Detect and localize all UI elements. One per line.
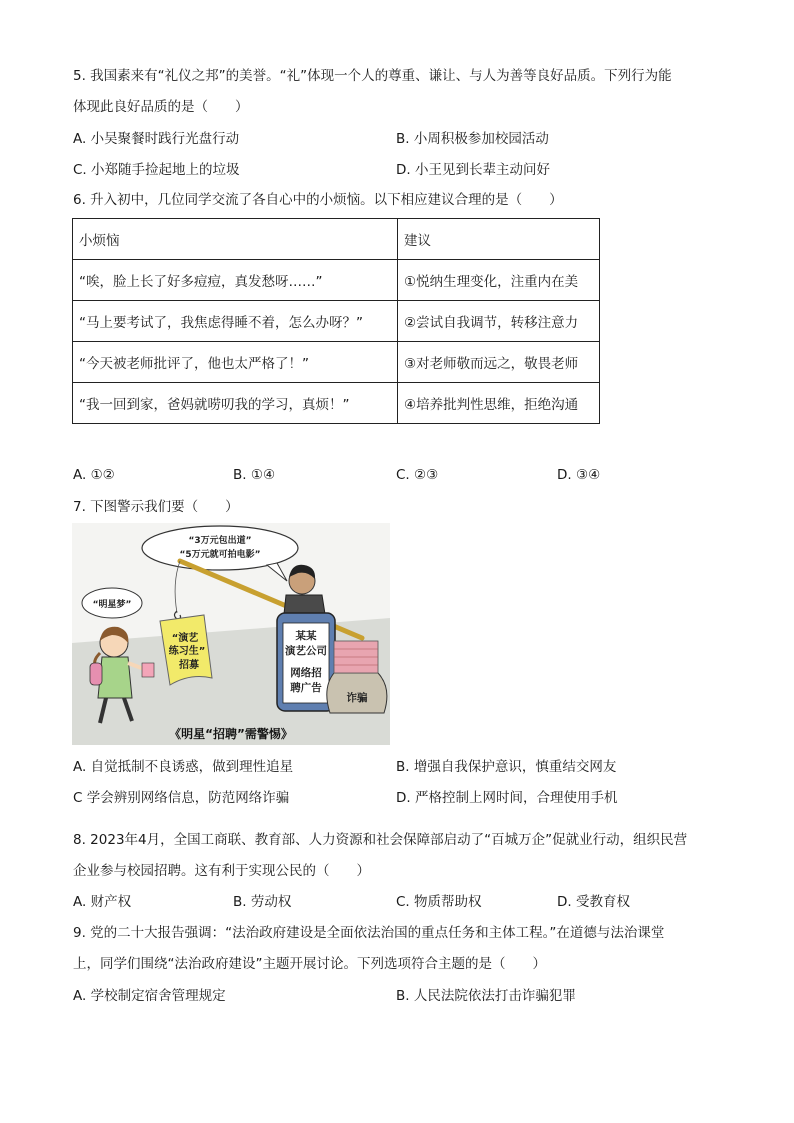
q7-option-d: D. 严格控制上网时间，合理使用手机 bbox=[396, 790, 618, 806]
bait-text-1: “演艺 bbox=[171, 633, 199, 644]
q8-option-c: C. 物质帮助权 bbox=[396, 894, 482, 910]
q9-option-b: B. 人民法院依法打击诈骗犯罪 bbox=[396, 988, 576, 1004]
table-cell-advice: ④培养批判性思维，拒绝沟通 bbox=[398, 383, 600, 424]
phone-text-4: 聘广告 bbox=[290, 682, 322, 694]
table-cell-advice: ①悦纳生理变化，注重内在美 bbox=[398, 260, 600, 301]
table-cell-worry: “我一回到家，爸妈就唠叨我的学习，真烦！” bbox=[73, 383, 398, 424]
q7-option-a: A. 自觉抵制不良诱惑，做到理性追星 bbox=[73, 759, 294, 775]
q9-stem-line1: 9. 党的二十大报告强调：“法治政府建设是全面依法治国的重点任务和主体工程。”在道德与法治课堂 bbox=[73, 925, 665, 941]
q5-stem-line1: 5. 我国素来有“礼仪之邦”的美誉。“礼”体现一个人的尊重、谦让、与人为善等良好品质。下列行为能 bbox=[73, 68, 672, 84]
q6-table bbox=[72, 218, 600, 424]
comic-illustration bbox=[72, 523, 390, 745]
table-cell-worry: “今天被老师批评了，他也太严格了！” bbox=[73, 342, 398, 383]
q5-option-a: A. 小吴聚餐时践行光盘行动 bbox=[73, 131, 240, 147]
table-header-row bbox=[73, 219, 600, 260]
bubble-text-1: “3万元包出道” bbox=[188, 536, 252, 546]
table-row bbox=[73, 342, 600, 383]
phone-text-2: 演艺公司 bbox=[285, 645, 327, 657]
bait-text-2: 练习生” bbox=[168, 646, 206, 657]
q6-option-c: C. ②③ bbox=[396, 467, 439, 483]
q8-option-a: A. 财产权 bbox=[73, 894, 132, 910]
dream-bubble-text: “明星梦” bbox=[92, 600, 132, 610]
table-row bbox=[73, 383, 600, 424]
q5-stem-line2: 体现此良好品质的是（ ） bbox=[73, 99, 249, 115]
table-cell-worry: “唉，脸上长了好多痘痘，真发愁呀……” bbox=[73, 260, 398, 301]
table-cell-worry: “马上要考试了，我焦虑得睡不着，怎么办呀？” bbox=[73, 301, 398, 342]
bubble-text-2: “5万元就可拍电影” bbox=[179, 550, 261, 560]
q9-stem-line2: 上，同学们围绕“法治政府建设”主题开展讨论。下列选项符合主题的是（ ） bbox=[73, 956, 546, 972]
bait-text-3: 招募 bbox=[179, 660, 199, 671]
phone-text-3: 网络招 bbox=[290, 667, 322, 679]
q8-option-b: B. 劳动权 bbox=[233, 894, 292, 910]
phone-text-1: 某某 bbox=[295, 630, 317, 642]
q7-option-c: C 学会辨别网络信息，防范网络诈骗 bbox=[73, 790, 290, 806]
table-header-advice: 建议 bbox=[398, 219, 600, 260]
phone-ad bbox=[277, 613, 335, 711]
table-header-worry: 小烦恼 bbox=[73, 219, 398, 260]
q6-option-d: D. ③④ bbox=[557, 467, 601, 483]
q9-option-a: A. 学校制定宿舍管理规定 bbox=[73, 988, 226, 1004]
q8-stem-line2: 企业参与校园招聘。这有利于实现公民的（ ） bbox=[73, 863, 370, 879]
q6-option-a: A. ①② bbox=[73, 467, 115, 483]
bag-label: 诈骗 bbox=[346, 692, 368, 704]
comic-caption: 《明星“招聘”需警惕》 bbox=[169, 727, 293, 741]
q7-stem: 7. 下图警示我们要（ ） bbox=[73, 499, 239, 515]
q8-stem-line1: 8. 2023年4月，全国工商联、教育部、人力资源和社会保障部启动了“百城万企”促就业行动，组织民营 bbox=[73, 832, 688, 848]
q7-option-b: B. 增强自我保护意识，慎重结交网友 bbox=[396, 759, 617, 775]
table-cell-advice: ③对老师敬而远之，敬畏老师 bbox=[398, 342, 600, 383]
q6-stem: 6. 升入初中，几位同学交流了各自心中的小烦恼。以下相应建议合理的是（ ） bbox=[73, 192, 563, 208]
q5-option-c: C. 小郑随手捡起地上的垃圾 bbox=[73, 162, 240, 178]
q6-option-b: B. ①④ bbox=[233, 467, 276, 483]
q8-option-d: D. 受教育权 bbox=[557, 894, 630, 910]
table-cell-advice: ②尝试自我调节，转移注意力 bbox=[398, 301, 600, 342]
table-row bbox=[73, 260, 600, 301]
q5-option-d: D. 小王见到长辈主动问好 bbox=[396, 162, 550, 178]
table-row bbox=[73, 301, 600, 342]
q5-option-b: B. 小周积极参加校园活动 bbox=[396, 131, 549, 147]
